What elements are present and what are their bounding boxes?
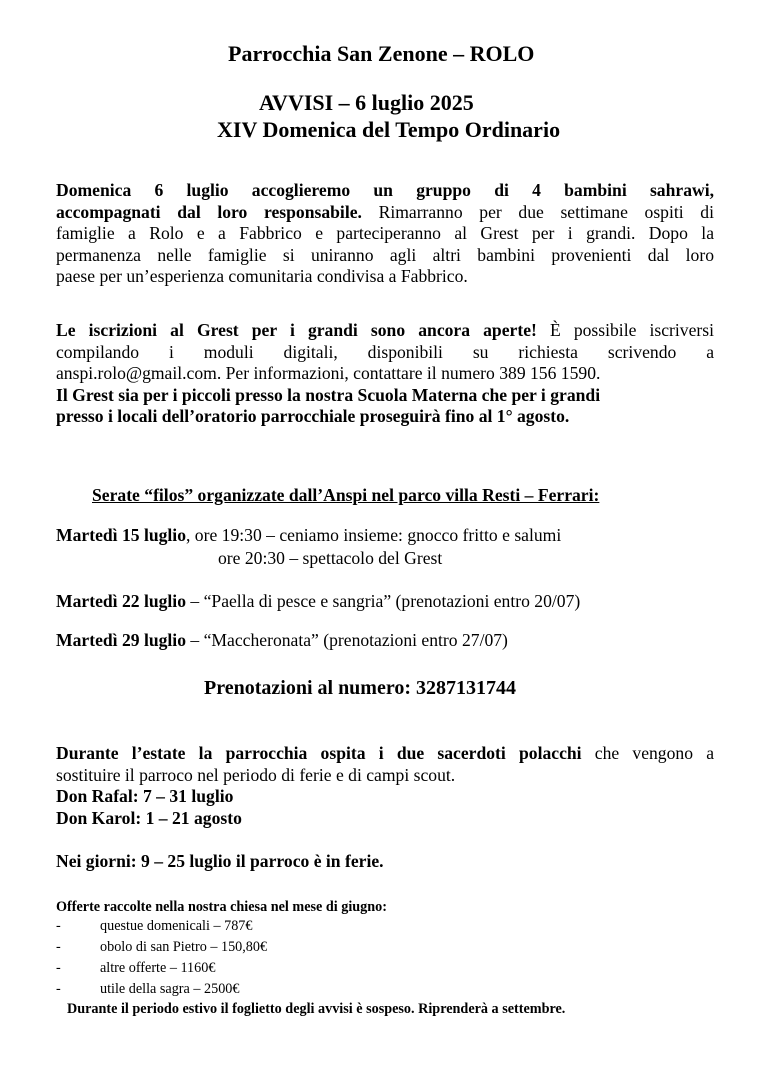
- parish-priest-holiday: Nei giorni: 9 – 25 luglio il parroco è in ferie.: [56, 851, 384, 871]
- offering-item: altre offerte – 1160€: [100, 960, 216, 976]
- priests-line2: sostituire il parroco nel periodo di ferie e di campi scout.: [56, 764, 456, 785]
- event-3-details: – “Maccheronata” (prenotazioni entro 27/07): [186, 630, 508, 650]
- sahrawi-paragraph: [56, 180, 714, 288]
- sahrawi-line4: permanenza nelle famiglie si uniranno agli altri bambini provenienti dal loro: [56, 244, 714, 265]
- grest-line1-rest: È possibile iscriversi: [536, 320, 714, 340]
- event-1-line2: ore 20:30 – spettacolo del Grest: [218, 548, 443, 568]
- offering-bullet: -: [56, 918, 61, 934]
- parish-title: Parrocchia San Zenone – ROLO: [228, 41, 535, 66]
- grest-bold-line4: Il Grest sia per i piccoli presso la nostra Scuola Materna che per i grandi: [56, 384, 601, 405]
- offering-bullet: -: [56, 981, 61, 997]
- liturgical-sunday-title: XIV Domenica del Tempo Ordinario: [217, 117, 561, 142]
- event-2-date: Martedì 22 luglio: [56, 591, 186, 611]
- offering-item: questue domenicali – 787€: [100, 918, 253, 934]
- event-1-details: , ore 19:30 – ceniamo insieme: gnocco fritto e salumi: [186, 525, 562, 545]
- offering-item: utile della sagra – 2500€: [100, 981, 240, 997]
- offering-bullet: -: [56, 939, 61, 955]
- priests-paragraph: [56, 743, 714, 829]
- event-3-date: Martedì 29 luglio: [56, 630, 186, 650]
- sahrawi-line3: famiglie a Rolo e a Fabbrico e parteciperanno al Grest per i grandi. Dopo la: [56, 223, 714, 244]
- event-2: [56, 591, 580, 612]
- offering-bullet: -: [56, 960, 61, 976]
- sahrawi-line2-rest: Rimarranno per due settimane ospiti di: [361, 201, 714, 222]
- offering-item: obolo di san Pietro – 150,80€: [100, 939, 268, 955]
- priests-bold: Durante l’estate la parrocchia ospita i due sacerdoti polacchi: [56, 743, 582, 763]
- event-2-details: – “Paella di pesce e sangria” (prenotazioni entro 20/07): [186, 591, 581, 611]
- offerings-title: Offerte raccolte nella nostra chiesa nel mese di giugno:: [56, 899, 387, 915]
- event-1: [56, 525, 561, 546]
- don-karol: Don Karol: 1 – 21 agosto: [56, 807, 242, 828]
- priests-line1-rest: che vengono a: [581, 743, 715, 763]
- don-rafal: Don Rafal: 7 – 31 luglio: [56, 786, 234, 807]
- event-3: [56, 630, 508, 651]
- grest-bold-line1: Le iscrizioni al Grest per i grandi sono ancora aperte!: [56, 320, 537, 340]
- closing-note: Durante il periodo estivo il foglietto degli avvisi è sospeso. Riprenderà a settembre.: [67, 1001, 566, 1017]
- grest-line3: anspi.rolo@gmail.com. Per informazioni, contattare il numero 389 156 1590.: [56, 363, 601, 384]
- event-1-date: Martedì 15 luglio: [56, 525, 186, 545]
- avvisi-date-title: AVVISI – 6 luglio 2025: [259, 90, 474, 115]
- sahrawi-line5: paese per un’esperienza comunitaria condivisa a Fabbrico.: [56, 266, 468, 287]
- sahrawi-bold-line1: Domenica 6 luglio accoglieremo un gruppo di 4 bambini sahrawi,: [56, 180, 714, 200]
- sahrawi-bold-line2: accompagnati dal loro responsabile.: [56, 201, 362, 222]
- serate-title: Serate “filos” organizzate dall’Anspi nel parco villa Resti – Ferrari:: [92, 485, 600, 505]
- grest-paragraph: [56, 320, 714, 428]
- grest-line2: compilando i moduli digitali, disponibili su richiesta scrivendo a: [56, 341, 714, 362]
- grest-bold-line5: presso i locali dell’oratorio parrocchiale proseguirà fino al 1° agosto.: [56, 406, 570, 427]
- booking-phone: Prenotazioni al numero: 3287131744: [204, 677, 517, 699]
